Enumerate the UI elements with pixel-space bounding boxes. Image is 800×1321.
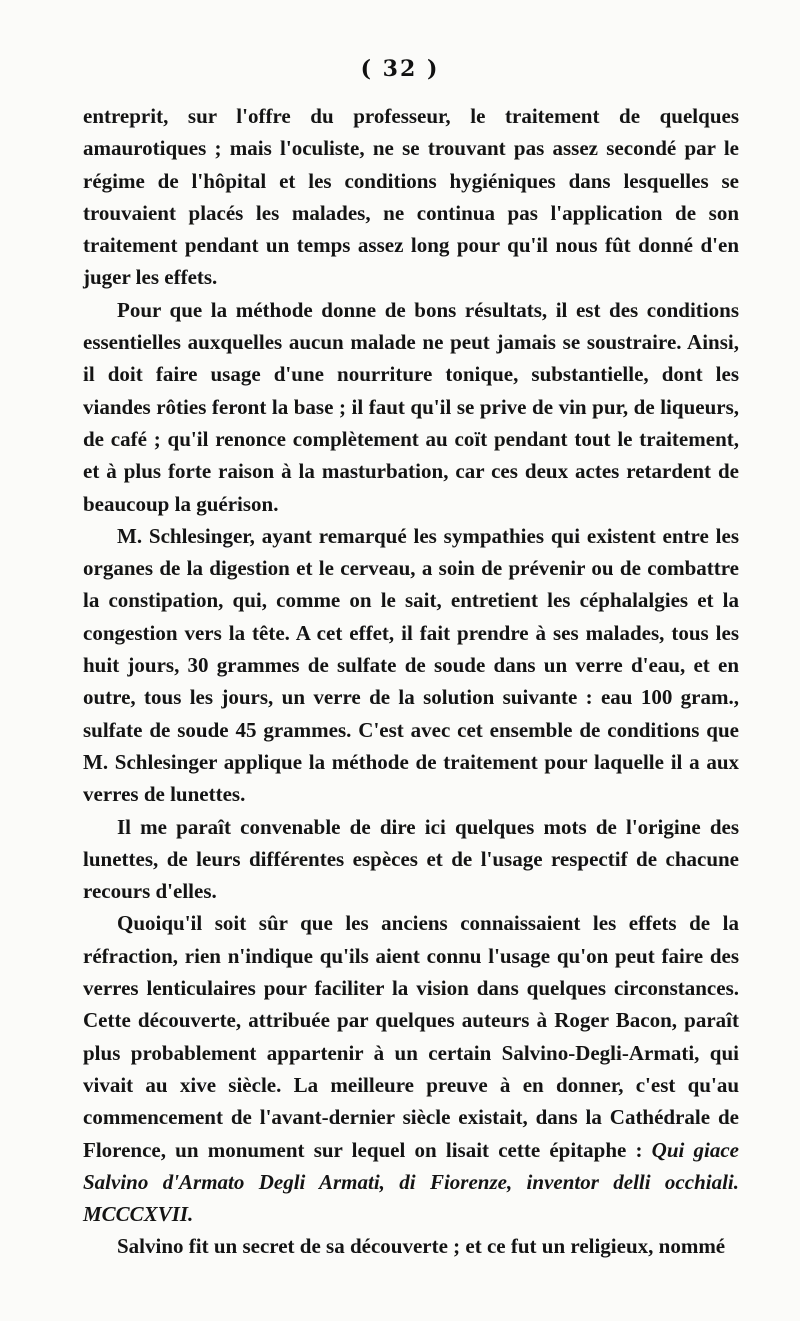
paragraph-5 [83,907,739,1230]
body-text [83,100,739,1263]
paragraph-5-text: Quoiqu'il soit sûr que les anciens connaissaient les effets de la réfraction, rien n'indique qu'ils aient connu l'usage qu'on peut faire des verres lenticulaires pour faciliter la vision dans quelques circonstances. Cette découverte, attribuée par quelques auteurs à Roger Bacon, paraît plus probablement appartenir à un certain Salvino-Degli-Armati, qui vivait au xive siècle. La meilleure preuve à en donner, c'est qu'au commencement de l'avant-dernier siècle existait, dans la Cathédrale de Florence, un monument sur lequel on lisait cette épitaphe : [83,911,739,1162]
paragraph-2: Pour que la méthode donne de bons résultats, il est des conditions essentielles auxquelles aucun malade ne peut jamais se soustraire. Ainsi, il doit faire usage d'une nourriture tonique, substantielle, dont les viandes rôties feront la base ; il faut qu'il se prive de vin pur, de liqueurs, de café ; qu'il renonce complètement au coït pendant tout le traitement, et à plus forte raison à la masturbation, car ces deux actes retardent de beaucoup la guérison. [83,297,739,516]
epitaph-italic: Qui giace Salvino d'Armato Degli Armati, di Fiorenze, inventor delli occhiali. MCCCXVII. [83,1137,739,1227]
paragraph-4: Il me paraît convenable de dire ici quelques mots de l'origine des lunettes, de leurs différentes espèces et de l'usage respectif de chacune recours d'elles. [83,814,739,904]
paragraph-6: Salvino fit un secret de sa découverte ; et ce fut un religieux, nommé [117,1234,726,1259]
page-number: ( 32 ) [360,56,440,82]
paragraph-3: M. Schlesinger, ayant remarqué les sympathies qui existent entre les organes de la digestion et le cerveau, a soin de prévenir ou de combattre la constipation, qui, comme on le sait, entretient les céphalalgies et la congestion vers la tête. A cet effet, il fait prendre à ses malades, tous les huit jours, 30 grammes de sulfate de soude dans un verre d'eau, et en outre, tous les jours, un verre de la solution suivante : eau 100 gram., sulfate de soude 45 grammes. C'est avec cet ensemble de conditions que M. Schlesinger applique la méthode de traitement pour laquelle il a aux verres de lunettes. [83,523,739,807]
paragraph-1: entreprit, sur l'offre du professeur, le traitement de quelques amaurotiques ; mais l'oculiste, ne se trouvant pas assez secondé par le régime de l'hôpital et les conditions hygiéniques dans lesquelles se trouvaient placés les malades, ne continua pas l'application de son traitement pendant un temps assez long pour qu'il nous fût donné d'en juger les effets. [83,104,739,290]
